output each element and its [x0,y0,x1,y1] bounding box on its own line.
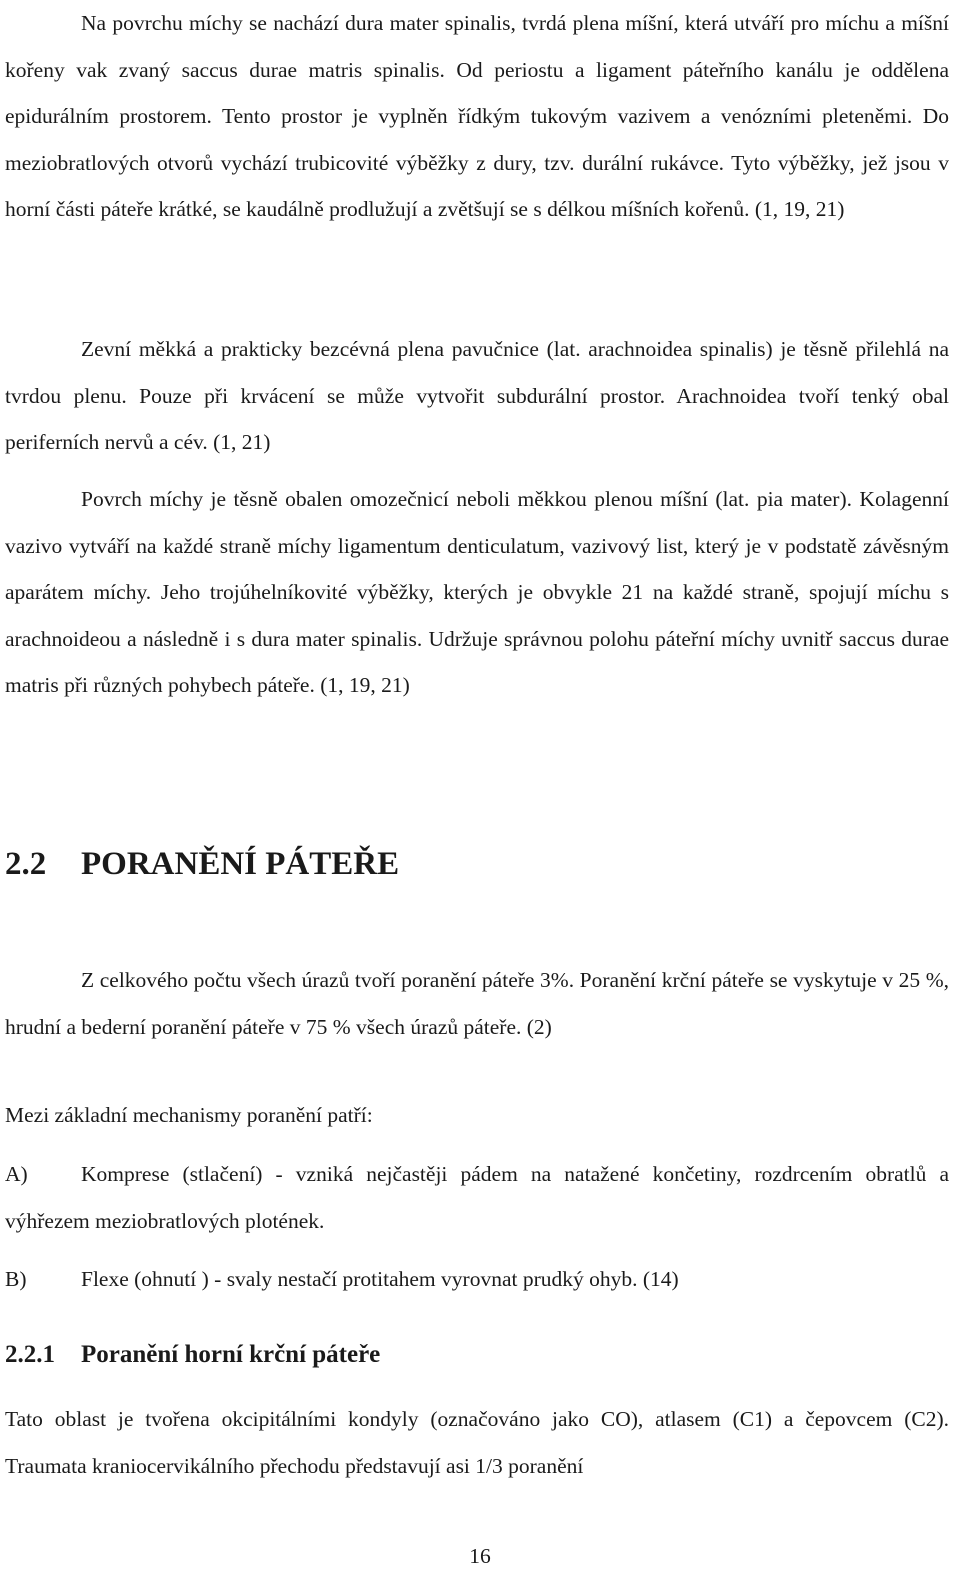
list-item-flexion [5,1256,949,1303]
list-item-text: Flexe (ohnutí ) - svaly nestačí protitahem vyrovnat prudký ohyb. (14) [81,1267,679,1291]
subsection-number: 2.2.1 [5,1341,55,1368]
paragraph-dura-mater: Na povrchu míchy se nachází dura mater spinalis, tvrdá plena míšní, která utváří pro míchu a míšní kořeny vak zvaný saccus durae matris spinalis. Od periostu a ligament páteřního kanálu je oddělena epidurálním prostorem. Tento prostor je vyplněn řídkým tukovým vazivem a venózními pleteněmi. Do meziobratlových otvorů vychází trubicovité výběžky z dury, tzv. durální rukávce. Tyto výběžky, jež jsou v horní části páteře krátké, se kaudálně prodlužují a zvětšují se s délkou míšních kořenů. (1, 19, 21) [5,11,949,221]
subsection-heading [5,1333,380,1377]
section-number: 2.2 [5,846,47,882]
list-item-text: Komprese (stlačení) - vzniká nejčastěji pádem na natažené končetiny, rozdrcením obratlů a výhřezem meziobratlových plotének. [5,1162,949,1233]
paragraph-injury-statistics: Z celkového počtu všech úrazů tvoří poranění páteře 3%. Poranění krční páteře se vyskytuje v 25 %, hrudní a bederní poranění páteře v 75 % všech úrazů páteře. (2) [5,968,949,1039]
paragraph-upper-cervical: Tato oblast je tvořena okcipitálními kondyly (označováno jako CO), atlasem (C1) a čepovcem (C2). Traumata kraniocervikálního přechodu představují asi 1/3 poranění [5,1407,949,1478]
section-heading [5,838,399,890]
list-item-compression [5,1151,949,1244]
paragraph-arachnoidea: Zevní měkká a prakticky bezcévná plena pavučnice (lat. arachnoidea spinalis) je těsně přilehlá na tvrdou plenu. Pouze při krvácení se může vytvořit subdurální prostor. Arachnoidea tvoří tenký obal periferních nervů a cév. (1, 21) [5,337,949,454]
list-item-label: B) [5,1267,27,1291]
list-item-label: A) [5,1162,28,1186]
paragraph-pia-mater: Povrch míchy je těsně obalen omozečnicí neboli měkkou plenou míšní (lat. pia mater). Kolagenní vazivo vytváří na každé straně míchy ligamentum denticulatum, vazivový list, který je v podstatě závěsným aparátem míchy. Jeho trojúhelníkovité výběžky, kterých je obvykle 21 na každé straně, spojují míchu s arachnoideou a následně i s dura mater spinalis. Udržuje správnou polohu páteřní míchy uvnitř saccus durae matris při různých pohybech páteře. (1, 19, 21) [5,487,949,697]
paragraph-mechanisms-intro: Mezi základní mechanismy poranění patří: [5,1103,373,1127]
section-title: PORANĚNÍ PÁTEŘE [81,846,400,882]
subsection-title: Poranění horní krční páteře [81,1341,381,1368]
page-number: 16 [469,1544,491,1568]
